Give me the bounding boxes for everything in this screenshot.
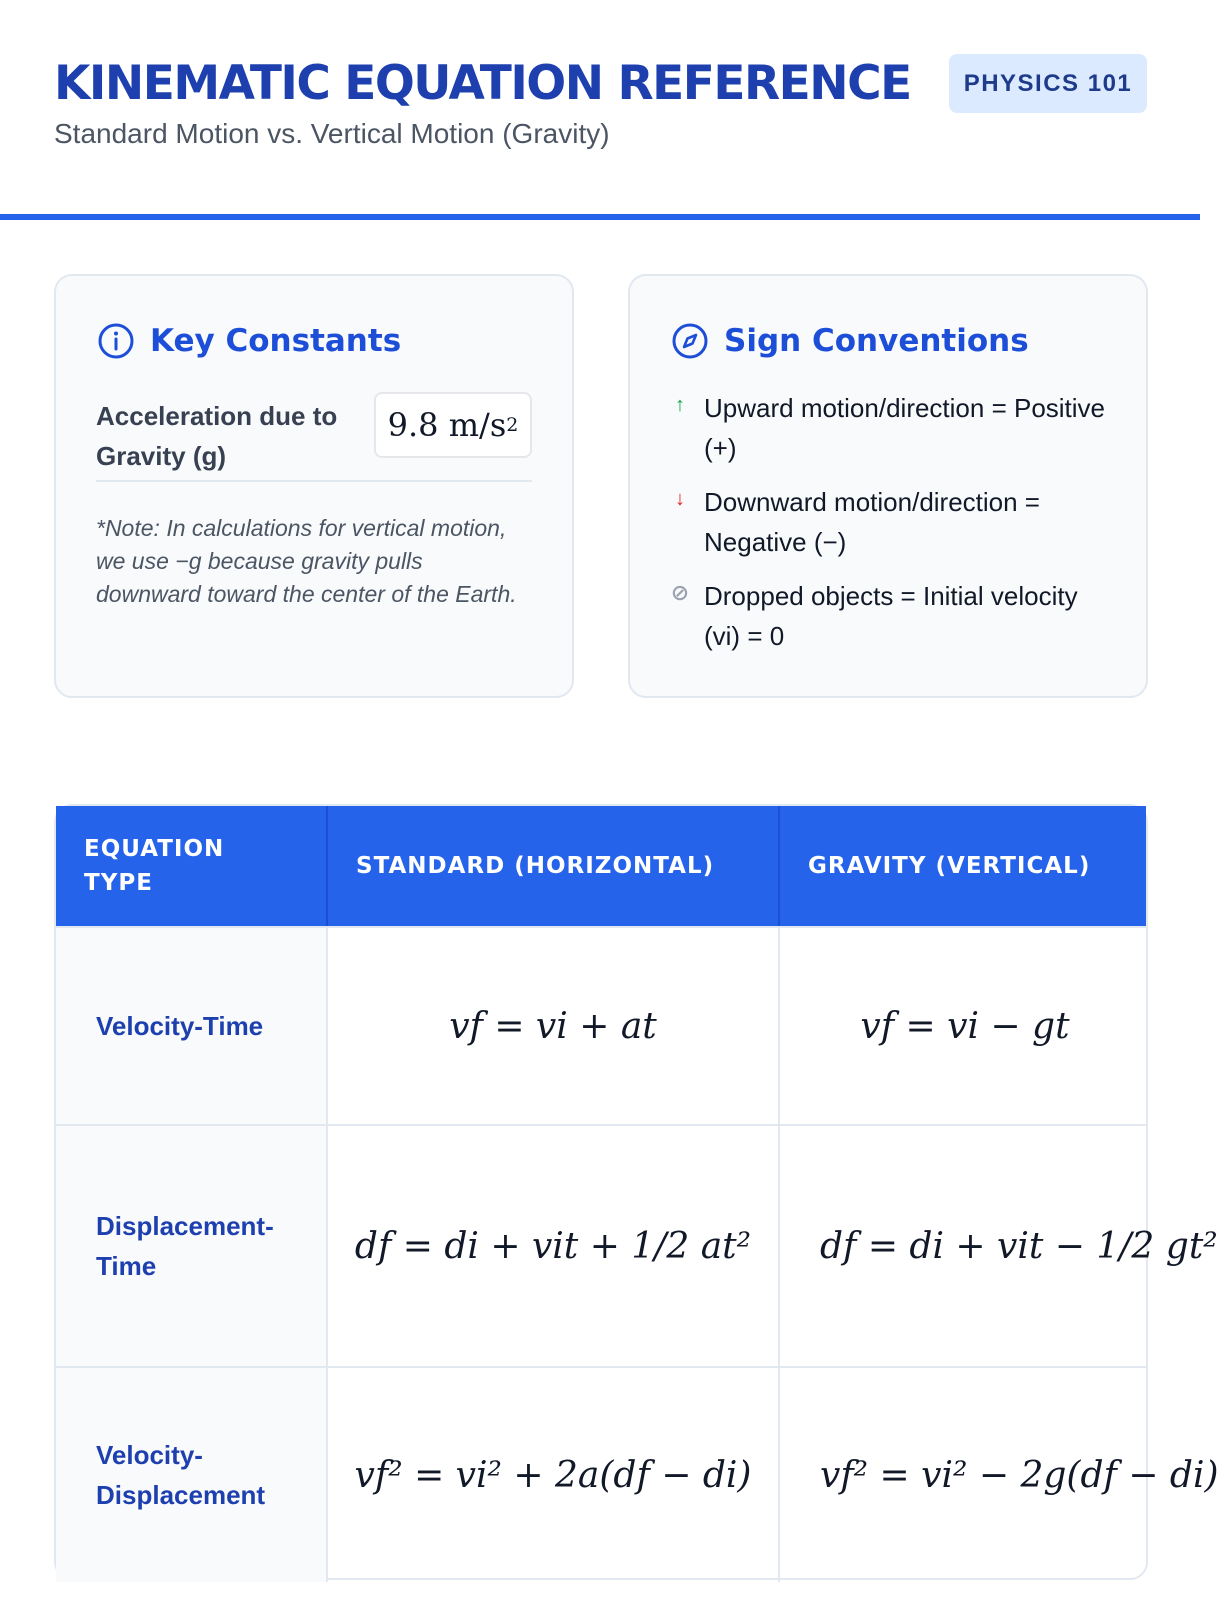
equations-table	[54, 804, 1219, 1580]
table-row	[56, 926, 1146, 1124]
gravity-label-text: Acceleration due to Gravity (g)	[96, 401, 338, 471]
row-type-label: Displacement-Time	[96, 1211, 274, 1281]
standard-equation-cell	[326, 1368, 778, 1582]
sign-conventions-card	[628, 274, 1148, 698]
column-header-gravity	[778, 806, 1150, 926]
header-divider	[0, 214, 1200, 220]
convention-item-upward	[670, 388, 1110, 468]
gravity-constant-value	[374, 392, 532, 458]
sign-conventions-title: Sign Conventions	[724, 323, 1029, 359]
gravity-equation: df = di + vit − 1/2 gt²	[820, 1225, 1218, 1267]
standard-equation: df = di + vit + 1/2 at²	[354, 1225, 752, 1267]
page-header	[54, 50, 1148, 160]
convention-item-dropped	[670, 576, 1110, 656]
arrow-down-icon: ↓	[675, 488, 685, 510]
gravity-value-exponent: 2	[506, 414, 519, 436]
standard-equation-cell	[326, 1126, 778, 1366]
row-type-cell	[56, 928, 326, 1124]
null-circle-icon: ⊘	[670, 580, 690, 605]
page-subtitle: Standard Motion vs. Vertical Motion (Gravity)	[54, 118, 610, 149]
standard-equation: vf = vi + at	[449, 1005, 657, 1047]
gravity-constant-label	[96, 396, 366, 476]
sign-conventions-header	[670, 316, 1029, 366]
gravity-constant-row	[96, 392, 532, 482]
column-header-standard	[326, 806, 778, 926]
standard-equation-cell	[326, 928, 778, 1124]
convention-dropped-text: Dropped objects = Initial velocity (vi) = 0	[704, 581, 1078, 651]
gravity-equation-cell	[778, 1126, 1218, 1366]
column-header-type-label: EQUATION TYPE	[84, 836, 225, 896]
gravity-equation-cell	[778, 1368, 1219, 1582]
column-header-type	[56, 806, 326, 926]
gravity-equation: vf = vi − gt	[860, 1005, 1070, 1047]
course-badge: PHYSICS 101	[949, 54, 1147, 113]
info-icon	[96, 321, 136, 361]
gravity-equation-cell	[778, 928, 1150, 1124]
key-constants-header	[96, 316, 401, 366]
row-type-cell	[56, 1126, 326, 1366]
key-constants-card	[54, 274, 574, 698]
table-row	[56, 1366, 1219, 1582]
table-header	[56, 806, 1146, 926]
gravity-note: *Note: In calculations for vertical motion, we use −g because gravity pulls downward toward the center of the Earth.	[96, 515, 517, 607]
page-title: KINEMATIC EQUATION REFERENCE	[54, 56, 911, 111]
row-type-label: Velocity-Time	[96, 1011, 264, 1041]
compass-icon	[670, 321, 710, 361]
gravity-equation: vf² = vi² − 2g(df − di)	[820, 1454, 1219, 1496]
arrow-up-icon: ↑	[675, 394, 685, 416]
table-row	[56, 1124, 1218, 1366]
convention-upward-text: Upward motion/direction = Positive (+)	[704, 393, 1106, 463]
column-header-standard-label: STANDARD (HORIZONTAL)	[356, 853, 715, 879]
column-header-gravity-label: GRAVITY (VERTICAL)	[808, 853, 1091, 879]
standard-equation: vf² = vi² + 2a(df − di)	[354, 1454, 752, 1496]
convention-item-downward	[670, 482, 1110, 562]
key-constants-title: Key Constants	[150, 323, 402, 359]
row-type-label: Velocity-Displacement	[96, 1440, 266, 1510]
gravity-value-text: 9.8 m/s	[387, 406, 507, 444]
row-type-cell	[56, 1368, 326, 1582]
convention-downward-text: Downward motion/direction = Negative (−)	[704, 487, 1040, 557]
